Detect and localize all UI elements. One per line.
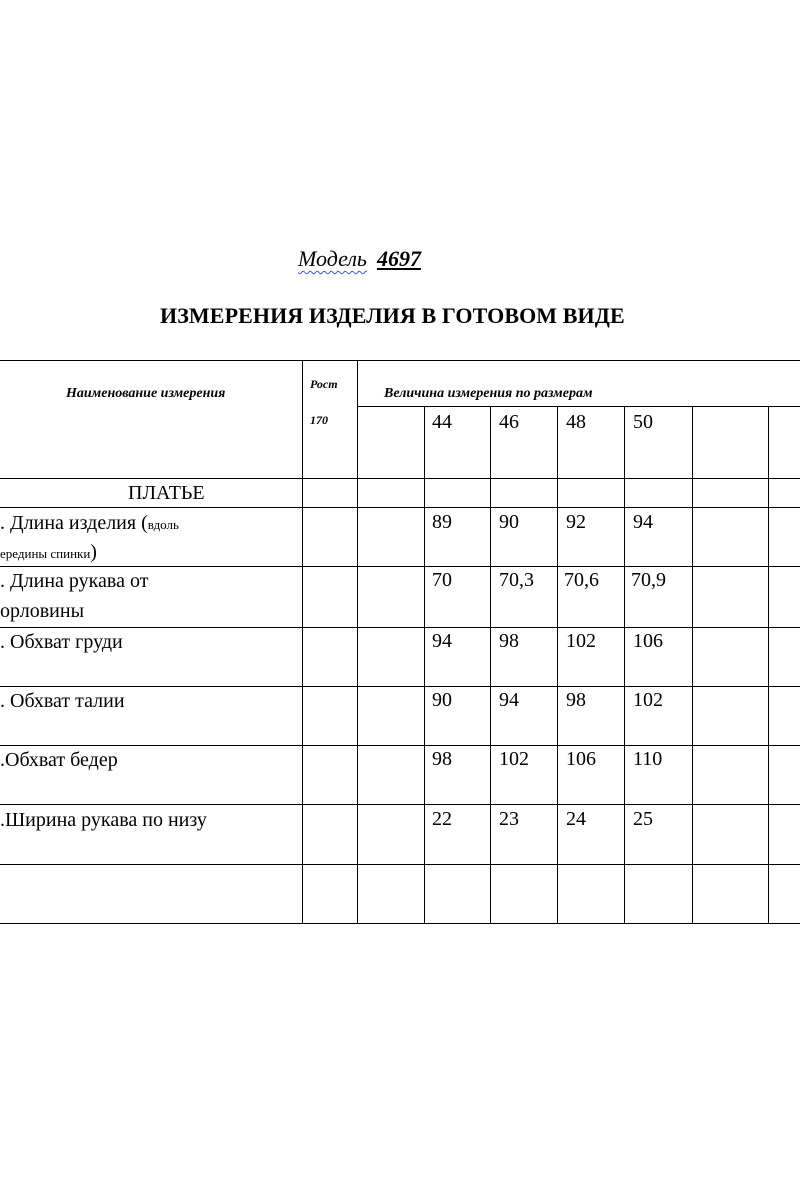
row-2-value-44: 70 [432,569,452,591]
row-3-value-50: 106 [633,630,663,652]
row-1-name-line2-small: ередины спинки [0,546,91,561]
size-48: 48 [566,411,586,433]
section-label: ПЛАТЬЕ [128,482,205,504]
row-5-value-46: 102 [499,748,529,770]
row-1-name-small: вдоль [147,517,179,532]
row-1-value-44: 89 [432,511,452,533]
row-2-value-48: 70,6 [564,569,599,591]
row-5-value-50: 110 [633,748,663,770]
size-50: 50 [633,411,653,433]
row-2-value-50: 70,9 [631,569,666,591]
row-3-name: . Обхват груди [0,631,123,653]
row-6-name: .Ширина рукава по низу [0,809,207,831]
size-44: 44 [432,411,452,433]
model-heading [298,246,421,272]
row-1-value-46: 90 [499,511,519,533]
row-4-value-50: 102 [633,689,663,711]
size-46: 46 [499,411,519,433]
height-value: 170 [310,413,328,427]
row-1-name-part: . Длина изделия ( [0,512,148,534]
row-5-value-48: 106 [566,748,596,770]
row-1-value-50: 94 [633,511,653,533]
row-4-value-48: 98 [566,689,586,711]
row-4-value-44: 90 [432,689,452,711]
row-4-name: . Обхват талии [0,690,125,712]
row-4-value-46: 94 [499,689,519,711]
name-column-header: Наименование измерения [66,386,226,401]
row-3-value-46: 98 [499,630,519,652]
sizes-header: Величина измерения по размерам [384,386,593,401]
row-3-value-44: 94 [432,630,452,652]
row-6-value-48: 24 [566,808,586,830]
row-6-value-50: 25 [633,808,653,830]
row-2-value-46: 70,3 [499,569,534,591]
model-number: 4697 [376,246,421,271]
row-5-name: .Обхват бедер [0,749,118,771]
row-2-name: . Длина рукава от [0,570,149,592]
row-1-name-line2 [0,537,97,569]
row-6-value-44: 22 [432,808,452,830]
row-5-value-44: 98 [432,748,452,770]
row-1-name-line2-tail: ) [90,541,97,563]
row-6-value-46: 23 [499,808,519,830]
row-2-name-line2: орловины [0,600,85,622]
row-1-name [0,508,179,540]
height-header: Рост [310,377,338,391]
row-1-value-48: 92 [566,511,586,533]
model-label: Модель [298,246,367,271]
row-3-value-48: 102 [566,630,596,652]
page-title: ИЗМЕРЕНИЯ ИЗДЕЛИЯ В ГОТОВОМ ВИДЕ [160,303,625,328]
